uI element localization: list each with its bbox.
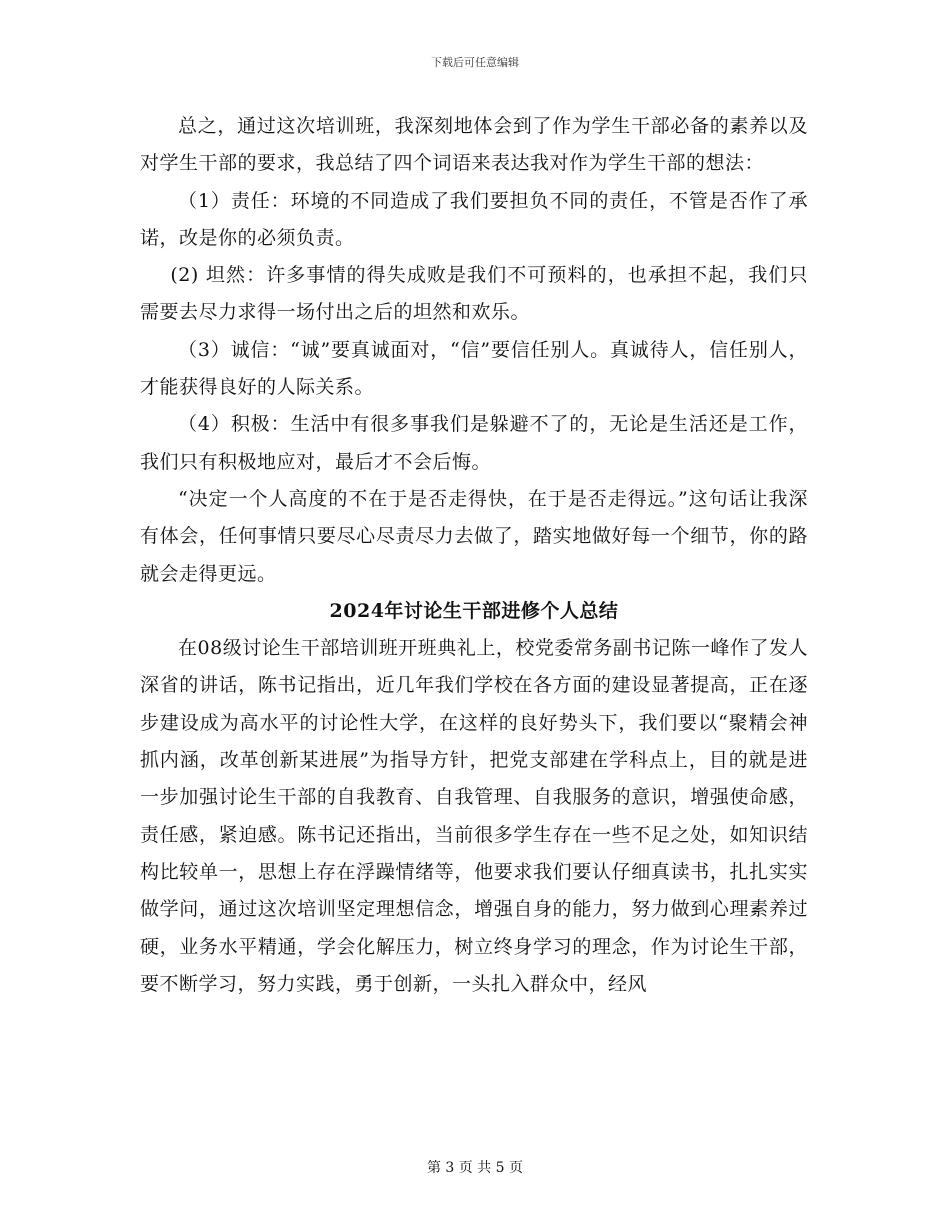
page-number: 第 3 页 共 5 页: [426, 1160, 524, 1176]
paragraph-responsibility: （1）责任：环境的不同造成了我们要担负不同的责任，不管是否作了承诺，改是你的必须负责。: [140, 189, 808, 249]
paragraph-quote: “决定一个人高度的不在于是否走得快，在于是否走得远。”这句话让我深有体会，任何事情只要尽心尽责尽力去做了，踏实地做好每一个细节，你的路就会走得更远。: [140, 487, 808, 585]
document-body: [140, 108, 808, 1003]
section-title: 2024年讨论生干部进修个人总结: [329, 599, 619, 622]
paragraph-summary: 总之，通过这次培训班，我深刻地体会到了作为学生干部必备的素养以及对学生干部的要求，我总结了四个词语来表达我对作为学生干部的想法：: [140, 115, 808, 175]
paragraph-composure: (2) 坦然：许多事情的得失成败是我们不可预料的，也承担不起，我们只需要去尽力求得一场付出之后的坦然和欢乐。: [140, 264, 808, 324]
paragraph-positivity: （4）积极：生活中有很多事我们是躲避不了的，无论是生活还是工作，我们只有积极地应对，最后才不会后悔。: [140, 413, 808, 473]
page-header: 下载后可任意编辑: [431, 56, 519, 69]
paragraph-integrity: （3）诚信：“诚”要真诚面对，“信”要信任别人。真诚待人，信任别人，才能获得良好的人际关系。: [140, 338, 808, 399]
paragraph-opening-ceremony: 在08级讨论生干部培训班开班典礼上，校党委常务副书记陈一峰作了发人深省的讲话，陈书记指出，近几年我们学校在各方面的建设显著提高，正在逐步建设成为高水平的讨论性大学，在这样的良好势头下，我们要以“聚精会神抓内涵，改革创新某进展”为指导方针，把党支部建在学科点上，目的就是进一步加强讨论生干部的自我教育、自我管理、自我服务的意识，增强使命感，责任感，紧迫感。陈书记还指出，当前很多学生存在一些不足之处，如知识结构比较单一，思想上存在浮躁情绪等，他要求我们要认仔细真读书，扎扎实实做学问，通过这次培训坚定理想信念，增强自身的能力，努力做到心理素养过硬，业务水平精通，学会化解压力，树立终身学习的理念，作为讨论生干部，要不断学习，努力实践，勇于创新，一头扎入群众中，经风: [140, 637, 808, 995]
